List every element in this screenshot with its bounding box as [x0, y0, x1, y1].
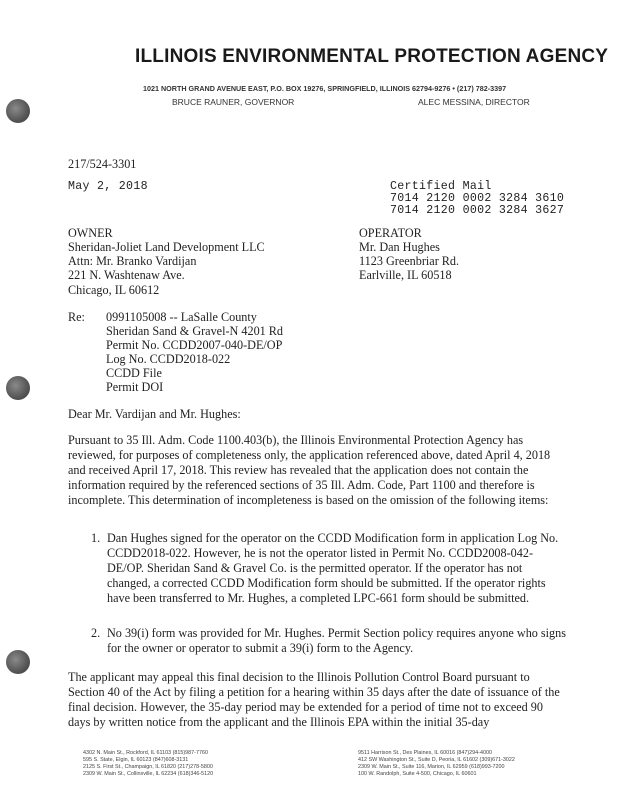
item-number: 1.	[91, 531, 101, 545]
owner-heading: OWNER	[68, 226, 113, 240]
punch-hole-middle	[6, 376, 30, 400]
re-line: Sheridan Sand & Gravel-N 4201 Rd	[106, 324, 284, 338]
certified-number-1: 7014 2120 0002 3284 3610	[390, 192, 565, 205]
item-text: No 39(i) form was provided for Mr. Hughes. Permit Section policy requires anyone who signs for the owner or operator to submit a 39(i) form to the Agency.	[107, 626, 566, 655]
footer-line: 9511 Harrison St., Des Plaines, IL 60016 (847)294-4000	[358, 750, 492, 756]
re-line: 0991105008 -- LaSalle County	[106, 310, 257, 324]
footer-line: 100 W. Randolph, Suite 4-500, Chicago, IL 60601	[358, 771, 477, 777]
operator-line: 1123 Greenbriar Rd.	[359, 254, 460, 268]
list-item	[91, 626, 567, 656]
operator-line: Mr. Dan Hughes	[359, 240, 440, 254]
owner-line: Sheridan-Joliet Land Development LLC	[68, 240, 265, 254]
re-line: Permit No. CCDD2007-040-DE/OP	[106, 338, 283, 352]
footer-offices-right	[358, 750, 515, 778]
footer-line: 595 S. State, Elgin, IL 60123 (847)608-3131	[83, 757, 189, 763]
footer-line: 2309 W. Main St., Suite 116, Marion, IL 62959 (618)993-7200	[358, 764, 505, 770]
operator-heading: OPERATOR	[359, 226, 422, 240]
agency-address: 1021 NORTH GRAND AVENUE EAST, P.O. BOX 19276, SPRINGFIELD, ILLINOIS 62794-9276 • (217) 782-3397	[143, 84, 507, 93]
owner-line: Chicago, IL 60612	[68, 283, 160, 297]
footer-line: 2309 W. Main St., Collinsville, IL 62234 (618)346-5120	[83, 771, 214, 777]
appeal-paragraph: The applicant may appeal this final decision to the Illinois Pollution Control Board pursuant to Section 40 of the Act by filing a petition for a hearing within 35 days after the date of issuance of the final decision. However, the 35-day period may be extended for a period of time not to exceed 90 days by written notice from the applicant and the Illinois EPA within the initial 35-day	[68, 670, 560, 729]
director: ALEC MESSINA, DIRECTOR	[418, 97, 530, 107]
footer-line: 412 SW Washington St., Suite D, Peoria, IL 61602 (309)671-3022	[358, 757, 515, 763]
list-item	[91, 531, 567, 606]
footer-offices-left	[83, 750, 213, 778]
punch-hole-top	[6, 99, 30, 123]
operator-line: Earlville, IL 60518	[359, 268, 452, 282]
punch-hole-bottom	[6, 650, 30, 674]
certified-number-2: 7014 2120 0002 3284 3627	[390, 204, 565, 217]
owner-line: Attn: Mr. Branko Vardijan	[68, 254, 197, 268]
item-number: 2.	[91, 626, 101, 640]
phone-number: 217/524-3301	[68, 157, 137, 171]
agency-name: ILLINOIS ENVIRONMENTAL PROTECTION AGENCY	[135, 46, 609, 67]
governor: BRUCE RAUNER, GOVERNOR	[172, 97, 295, 107]
intro-paragraph: Pursuant to 35 Ill. Adm. Code 1100.403(b), the Illinois Environmental Protection Agency has reviewed, for purposes of completeness only, the application referenced above, dated April 4, 2018 and received April 17, 2018. This review has revealed that the application does not contain the information required by the referenced sections of 35 Ill. Adm. Code, Part 1100 and therefore is incomplete. This determination of incompleteness is based on the omission of the following items:	[68, 433, 551, 507]
certified-mail-label: Certified Mail	[390, 180, 492, 193]
re-line: Permit DOI	[106, 380, 164, 394]
letter-date: May 2, 2018	[68, 180, 148, 193]
re-line: Log No. CCDD2018-022	[106, 352, 231, 366]
salutation: Dear Mr. Vardijan and Mr. Hughes:	[68, 407, 241, 421]
item-text: Dan Hughes signed for the operator on the CCDD Modification form in application Log No. CCDD2018-022. However, he is not the operator listed in Permit No. CCDD2008-042-DE/OP. Sheridan Sand & Gravel Co. is the permitted operator. If the operator has not changed, a corrected CCDD Modification form should be submitted. If the operator rights have been transferred to Mr. Hughes, a completed LPC-661 form should be submitted.	[107, 531, 559, 605]
re-label: Re:	[68, 310, 85, 324]
footer-line: 4302 N. Main St., Rockford, IL 61103 (815)987-7760	[83, 750, 208, 756]
footer-line: 2125 S. First St., Champaign, IL 61820 (217)278-5800	[83, 764, 213, 770]
owner-line: 221 N. Washtenaw Ave.	[68, 268, 185, 282]
re-line: CCDD File	[106, 366, 162, 380]
